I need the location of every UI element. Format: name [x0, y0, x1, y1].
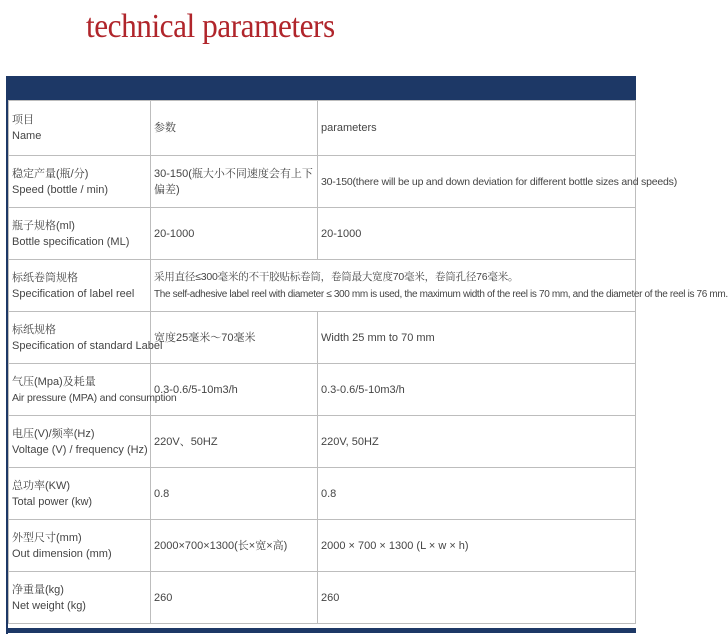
header-en-cell: [318, 101, 636, 156]
header-item-en: Name: [12, 130, 42, 142]
row-label-zh: 总功率(KW): [12, 479, 71, 492]
row-label-zh: 电压(V)/频率(Hz): [12, 427, 95, 440]
table-footer-bar: [8, 628, 636, 633]
table-row: [9, 156, 636, 208]
row-label-zh: 气压(Mpa)及耗量: [12, 375, 96, 388]
row-label-en: Total power (kw): [12, 495, 93, 508]
row-label-cell: [9, 520, 151, 572]
table-row: [9, 572, 636, 624]
row-value-zh: 0.3-0.6/5-10m3/h: [151, 364, 318, 416]
parameters-table: [8, 100, 728, 624]
row-label-en: Specification of label reel: [12, 287, 135, 300]
table-row: [9, 208, 636, 260]
row-label-cell: [9, 156, 151, 208]
row-label-en: Voltage (V) / frequency (Hz): [12, 443, 148, 456]
row-label-en: Net weight (kg): [12, 599, 86, 612]
row-label-en: Speed (bottle / min): [12, 183, 108, 196]
row-label-en: Out dimension (mm): [12, 547, 112, 560]
row-value-en: 220V, 50HZ: [318, 416, 636, 468]
row-label-zh: 净重量(kg): [12, 583, 64, 596]
row-label-cell: [9, 364, 177, 416]
row-label-cell: [9, 468, 151, 520]
row-value-zh: 采用直径≤300毫米的不干胶贴标卷筒，卷筒最大宽度70毫米，卷筒孔径76毫米。: [154, 270, 519, 283]
row-value-en: 0.3-0.6/5-10m3/h: [318, 364, 636, 416]
header-zh-cell: [151, 101, 318, 156]
row-value-merged: [151, 260, 728, 312]
table-row: [9, 312, 636, 364]
header-col-zh: 参数: [154, 122, 176, 134]
row-value-zh: 宽度25毫米～70毫米: [151, 312, 318, 364]
row-label-cell: [9, 260, 151, 312]
row-value-en: 30-150(there will be up and down deviation for different bottle sizes and speeds): [318, 156, 636, 208]
table-header-bar: [8, 76, 636, 100]
page-title: technical parameters: [86, 8, 335, 45]
row-value-zh: 2000×700×1300(长×宽×高): [151, 520, 318, 572]
row-value-en: Width 25 mm to 70 mm: [318, 312, 636, 364]
row-label-zh: 外型尺寸(mm): [12, 531, 82, 544]
table-row: [9, 260, 636, 312]
row-value-zh: 20-1000: [151, 208, 318, 260]
row-label-en: Air pressure (MPA) and consumption: [12, 391, 177, 404]
row-label-en: Bottle specification (ML): [12, 235, 130, 248]
row-label-zh: 瓶子规格(ml): [12, 219, 75, 232]
row-value-en: 2000 × 700 × 1300 (L × w × h): [318, 520, 636, 572]
table-row: [9, 364, 636, 416]
header-item-zh: 项目: [12, 114, 34, 126]
row-value-en: 20-1000: [318, 208, 636, 260]
row-value-en: 0.8: [318, 468, 636, 520]
row-label-zh: 标纸规格: [12, 323, 56, 336]
table-row: [9, 520, 636, 572]
row-value-zh: 260: [151, 572, 318, 624]
table-header-row: [9, 101, 636, 156]
row-value-zh: 220V、50HZ: [151, 416, 318, 468]
row-label-zh: 稳定产量(瓶/分): [12, 167, 89, 180]
row-value-zh: 0.8: [151, 468, 318, 520]
row-label-en: Specification of standard Label: [12, 339, 163, 352]
row-label-cell: [9, 572, 151, 624]
table-row: [9, 468, 636, 520]
table-row: [9, 416, 636, 468]
header-col-en: parameters: [321, 122, 377, 134]
row-label-cell: [9, 312, 163, 364]
row-value-en: 260: [318, 572, 636, 624]
header-item-cell: [9, 101, 151, 156]
row-label-cell: [9, 416, 151, 468]
row-label-cell: [9, 208, 151, 260]
row-value-en: The self-adhesive label reel with diameter ≤ 300 mm is used, the maximum width of the reel is 70 mm, and the diameter of the reel is 76 mm.: [154, 288, 728, 300]
row-value-zh: 30-150(瓶大小不同速度会有上下偏差): [151, 156, 318, 208]
row-label-zh: 标纸卷筒规格: [12, 271, 78, 284]
